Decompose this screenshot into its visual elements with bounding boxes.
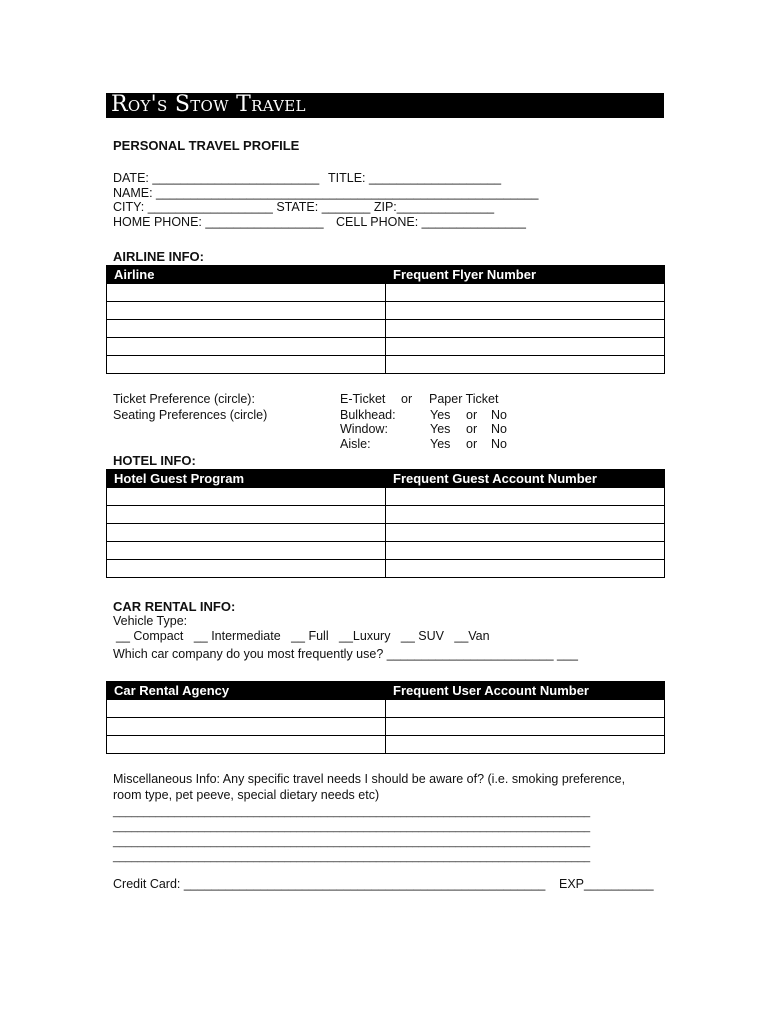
hotel-program-column-header: Hotel Guest Program: [107, 470, 386, 488]
window-label: Window:: [340, 422, 388, 436]
guest-account-cell[interactable]: [386, 506, 665, 524]
hotel-program-cell[interactable]: [107, 542, 386, 560]
aisle-no[interactable]: No: [491, 437, 507, 451]
table-row: [107, 560, 665, 578]
guest-account-cell[interactable]: [386, 542, 665, 560]
misc-blank-line[interactable]: ______________________________________________________________________________: [113, 821, 591, 833]
window-yes[interactable]: Yes: [430, 422, 451, 436]
guest-account-column-header: Frequent Guest Account Number: [386, 470, 665, 488]
hotel-heading: HOTEL INFO:: [113, 453, 196, 468]
expiration-field[interactable]: EXP__________: [559, 877, 654, 891]
flyer-number-cell[interactable]: [386, 302, 665, 320]
flyer-number-cell[interactable]: [386, 320, 665, 338]
cell-phone-field[interactable]: CELL PHONE: _______________: [336, 215, 526, 229]
user-account-cell[interactable]: [386, 718, 665, 736]
ticket-or: or: [401, 392, 413, 406]
guest-account-cell[interactable]: [386, 488, 665, 506]
table-row: [107, 700, 665, 718]
table-header-row: [107, 682, 665, 700]
table-row: [107, 338, 665, 356]
car-rental-heading: CAR RENTAL INFO:: [113, 599, 236, 614]
hotel-program-cell[interactable]: [107, 524, 386, 542]
user-account-cell[interactable]: [386, 700, 665, 718]
car-rental-table: [106, 681, 665, 754]
eticket-option[interactable]: E-Ticket: [340, 392, 386, 406]
misc-info-line-1: Miscellaneous Info: Any specific travel needs I should be aware of? (i.e. smoking preference,: [113, 772, 626, 786]
table-row: [107, 542, 665, 560]
guest-account-cell[interactable]: [386, 560, 665, 578]
date-field[interactable]: DATE: ________________________: [113, 171, 320, 185]
credit-card-field[interactable]: Credit Card: ____________________________________________________: [113, 877, 546, 891]
rental-agency-cell[interactable]: [107, 700, 386, 718]
flyer-number-cell[interactable]: [386, 356, 665, 374]
window-or: or: [466, 422, 478, 436]
hotel-table: [106, 469, 665, 578]
aisle-label: Aisle:: [340, 437, 371, 451]
guest-account-cell[interactable]: [386, 524, 665, 542]
airline-cell[interactable]: [107, 302, 386, 320]
airline-column-header: Airline: [107, 266, 386, 284]
rental-agency-column-header: Car Rental Agency: [107, 682, 386, 700]
airline-cell[interactable]: [107, 284, 386, 302]
table-row: [107, 284, 665, 302]
frequent-flyer-column-header: Frequent Flyer Number: [386, 266, 665, 284]
rental-agency-cell[interactable]: [107, 718, 386, 736]
airline-table: [106, 265, 665, 374]
bulkhead-or: or: [466, 408, 478, 422]
user-account-column-header: Frequent User Account Number: [386, 682, 665, 700]
airline-cell[interactable]: [107, 320, 386, 338]
table-row: [107, 718, 665, 736]
aisle-yes[interactable]: Yes: [430, 437, 451, 451]
table-row: [107, 524, 665, 542]
table-row: [107, 302, 665, 320]
company-name: Roy's Stow Travel: [111, 92, 306, 117]
bulkhead-no[interactable]: No: [491, 408, 507, 422]
profile-heading: PERSONAL TRAVEL PROFILE: [113, 138, 300, 153]
hotel-program-cell[interactable]: [107, 506, 386, 524]
company-banner: [106, 93, 664, 118]
flyer-number-cell[interactable]: [386, 338, 665, 356]
city-state-zip-field[interactable]: CITY: __________________ STATE: _______ ZIP:______________: [113, 200, 495, 214]
table-row: [107, 736, 665, 754]
bulkhead-label: Bulkhead:: [340, 408, 396, 422]
window-no[interactable]: No: [491, 422, 507, 436]
flyer-number-cell[interactable]: [386, 284, 665, 302]
vehicle-type-label: Vehicle Type:: [113, 614, 188, 628]
misc-info-line-2: room type, pet peeve, special dietary needs etc): [113, 788, 380, 802]
table-header-row: [107, 266, 665, 284]
seating-preference-label: Seating Preferences (circle): [113, 408, 268, 422]
vehicle-type-options[interactable]: __ Compact __ Intermediate __ Full __Luxury __ SUV __Van: [116, 629, 490, 643]
misc-blank-line[interactable]: ______________________________________________________________________________: [113, 836, 591, 848]
title-field[interactable]: TITLE: ___________________: [328, 171, 502, 185]
rental-agency-cell[interactable]: [107, 736, 386, 754]
table-row: [107, 488, 665, 506]
paper-ticket-option[interactable]: Paper Ticket: [429, 392, 499, 406]
car-company-question[interactable]: Which car company do you most frequently use? ________________________ ___: [113, 647, 578, 661]
hotel-program-cell[interactable]: [107, 488, 386, 506]
airline-cell[interactable]: [107, 356, 386, 374]
airline-heading: AIRLINE INFO:: [113, 249, 204, 264]
table-header-row: [107, 470, 665, 488]
user-account-cell[interactable]: [386, 736, 665, 754]
misc-blank-line[interactable]: ______________________________________________________________________________: [113, 806, 591, 818]
home-phone-field[interactable]: HOME PHONE: _________________: [113, 215, 324, 229]
bulkhead-yes[interactable]: Yes: [430, 408, 451, 422]
aisle-or: or: [466, 437, 478, 451]
airline-cell[interactable]: [107, 338, 386, 356]
table-row: [107, 506, 665, 524]
name-field[interactable]: NAME: _______________________________________________________: [113, 186, 539, 200]
ticket-preference-label: Ticket Preference (circle):: [113, 392, 255, 406]
table-row: [107, 356, 665, 374]
table-row: [107, 320, 665, 338]
misc-blank-line[interactable]: ______________________________________________________________________________: [113, 851, 591, 863]
hotel-program-cell[interactable]: [107, 560, 386, 578]
